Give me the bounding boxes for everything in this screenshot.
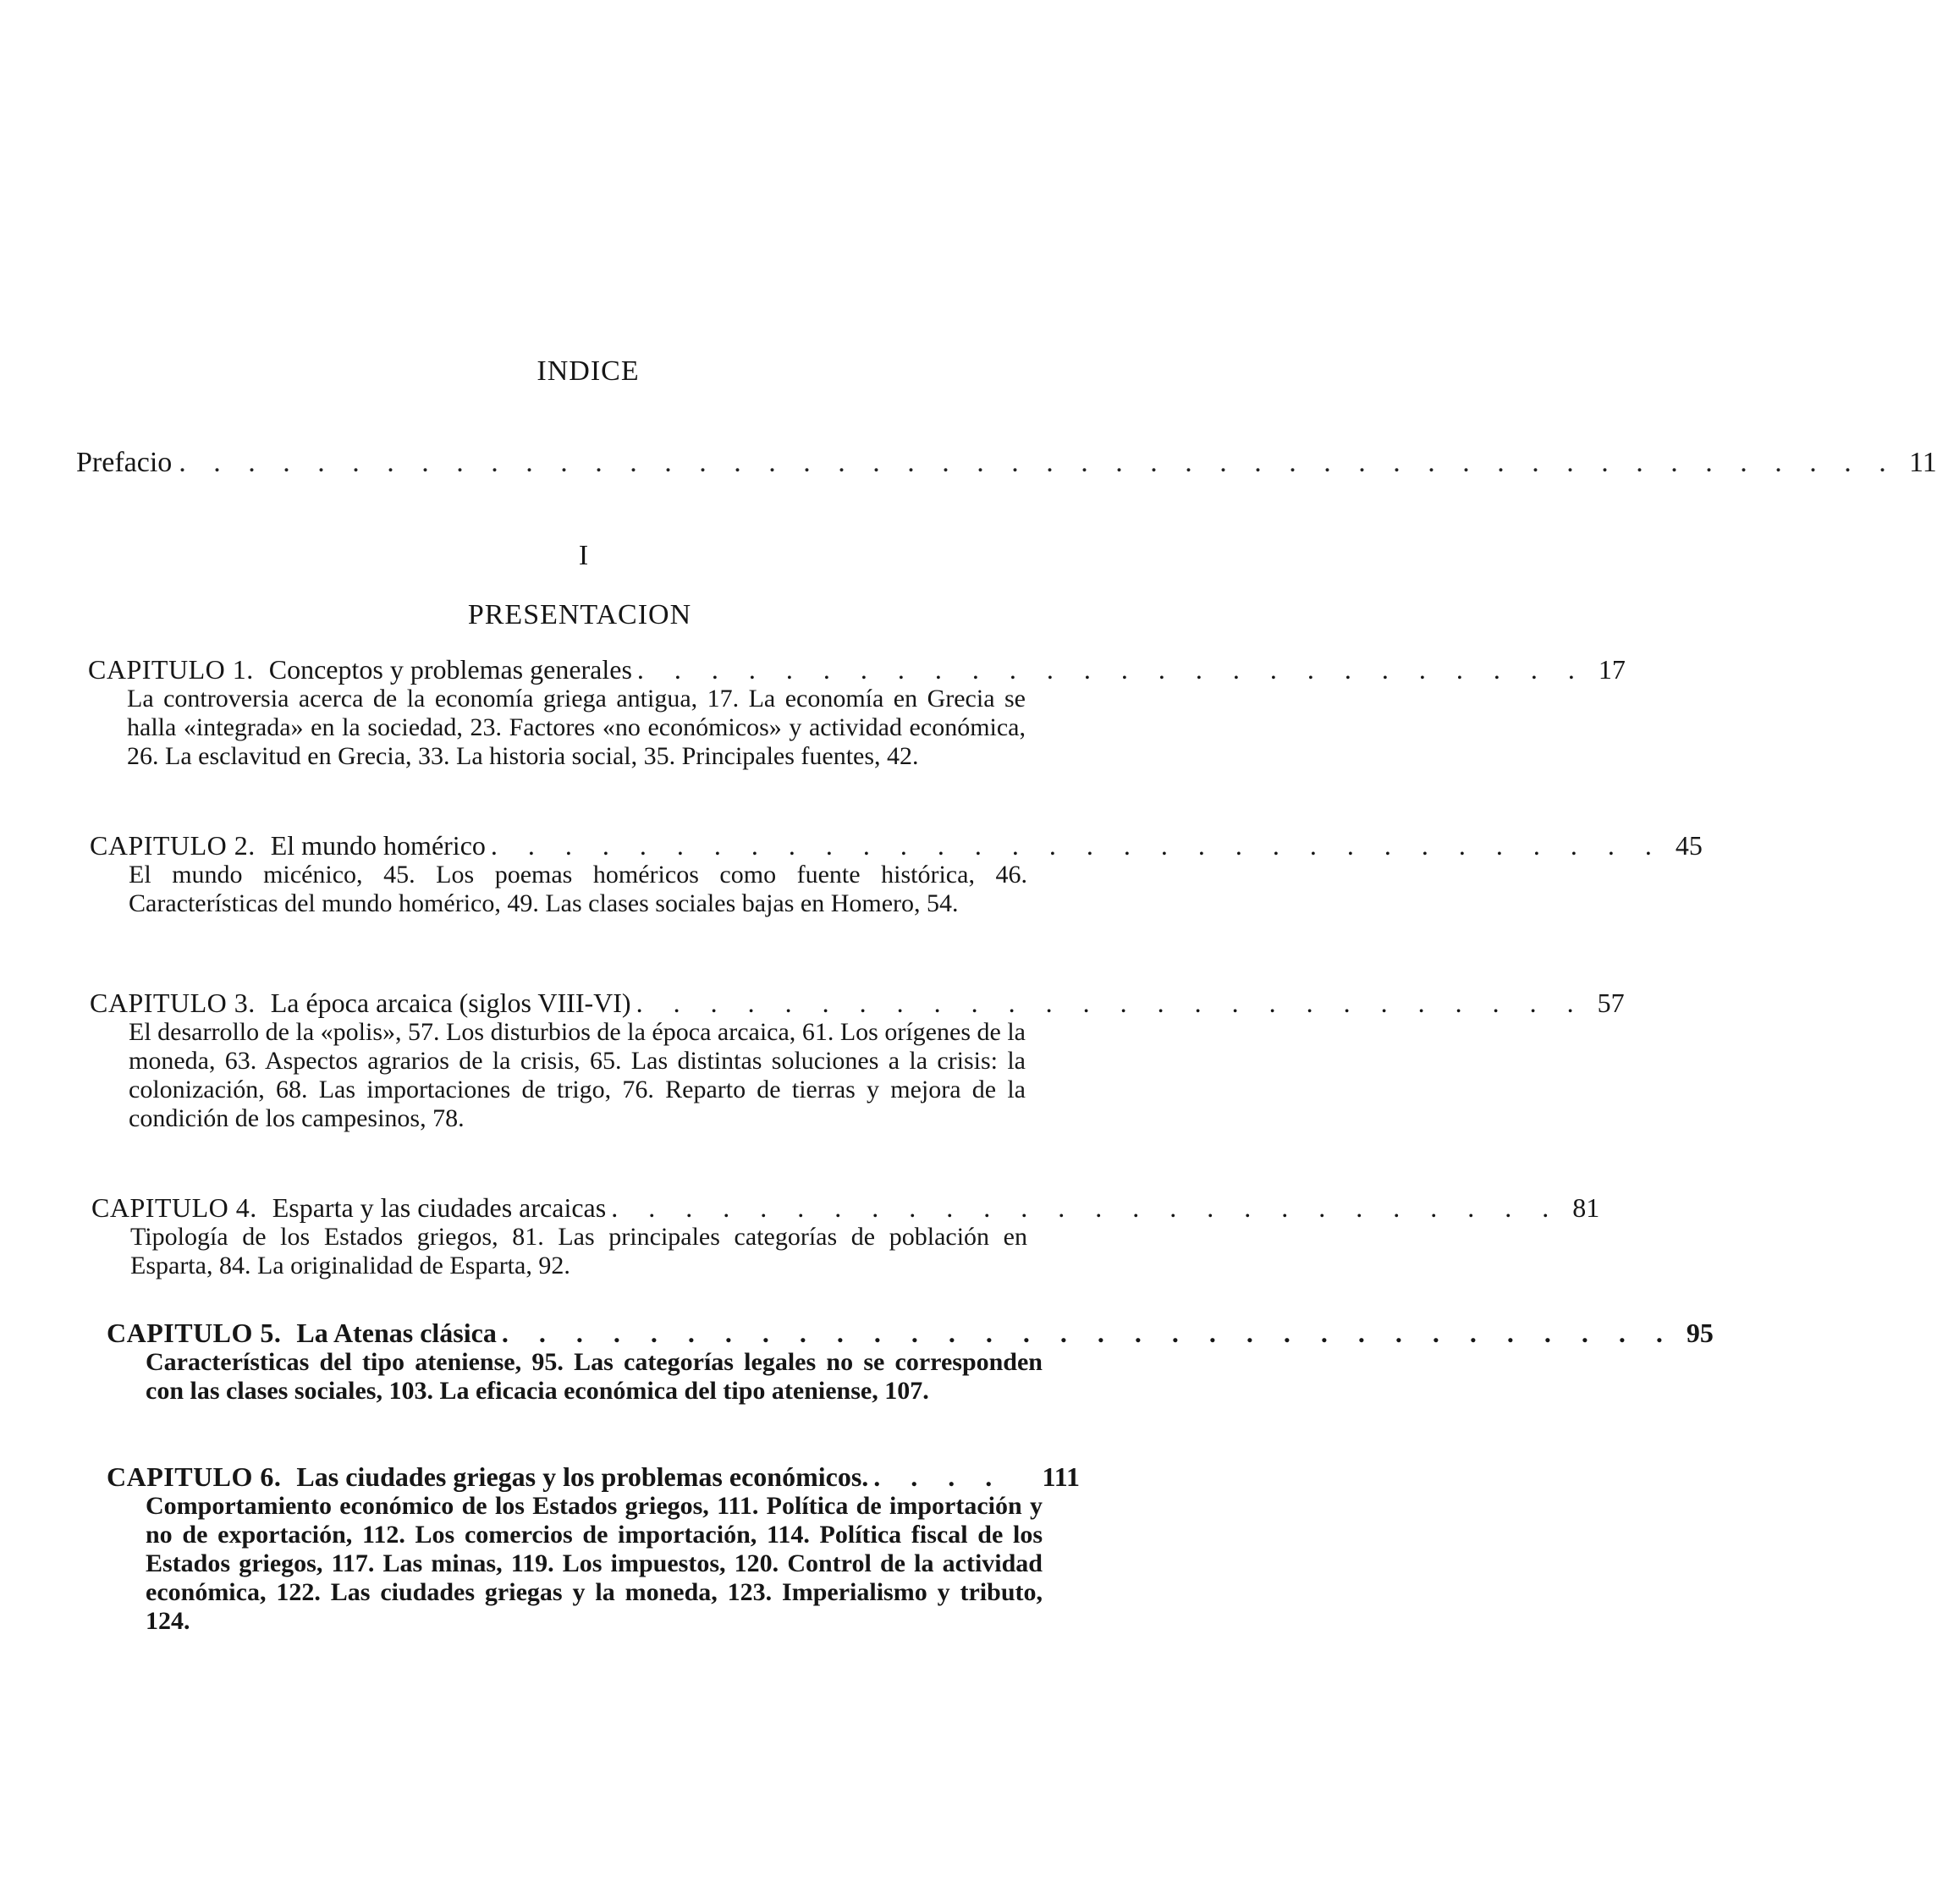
chapter-page: 45 xyxy=(1675,830,1703,861)
chapter-heading xyxy=(88,654,1626,685)
chapter-entry xyxy=(88,654,1626,771)
chapter-summary: El mundo micénico, 45. Los poemas homéricos como fuente histórica, 46. Características del mundo homérico, 49. Las clases sociales bajas en Homero, 54. xyxy=(129,861,1027,917)
chapter-number: CAPITULO 1. xyxy=(88,654,254,685)
chapter-title: La Atenas clásica xyxy=(296,1318,497,1348)
chapter-page: 81 xyxy=(1572,1192,1600,1223)
chapter-number: CAPITULO 4. xyxy=(91,1192,257,1223)
part-title: PRESENTACION xyxy=(467,599,692,630)
chapter-title: Conceptos y problemas generales xyxy=(268,654,632,685)
chapter-summary: Tipología de los Estados griegos, 81. Las principales categorías de población en Esparta, 84. La originalidad de Esparta, 92. xyxy=(130,1223,1027,1279)
preface-entry xyxy=(76,446,1937,480)
preface-label: Prefacio xyxy=(76,447,173,478)
index-title: INDICE xyxy=(537,355,640,387)
chapter-heading xyxy=(90,830,1703,861)
chapter-heading xyxy=(91,1192,1600,1223)
chapter-title: Las ciudades griegas y los problemas económicos. xyxy=(296,1461,869,1492)
chapter-number: CAPITULO 3. xyxy=(90,988,256,1018)
part-numeral: I xyxy=(578,540,590,571)
chapter-entry xyxy=(107,1318,1714,1406)
dot-leader: . . . . . . . . . . . . . . . . . . . . . . . . . . xyxy=(636,988,1586,1018)
chapter-heading xyxy=(90,988,1625,1018)
dot-leader: . . . . . . . . . . . . . . . . . . . . . . . . . . . . . . . . . . . . . . . . . . . . . . . . . . xyxy=(179,447,1896,478)
preface-page: 11 xyxy=(1909,447,1937,478)
chapter-page: 111 xyxy=(1042,1461,1080,1492)
dot-leader: . . . . . . . . . . . . . . . . . . . . . . . . . . xyxy=(611,1192,1561,1223)
chapter-entry xyxy=(90,830,1703,918)
chapter-number: CAPITULO 2. xyxy=(90,830,256,861)
chapter-summary: Características del tipo ateniense, 95. Las categorías legales no se corresponden con las clases sociales, 103. La eficacia económica del tipo ateniense, 107. xyxy=(146,1348,1043,1405)
dot-leader: . . . . . . . . . . . . . . . . . . . . . . . . . . . . . . . . xyxy=(501,1318,1675,1348)
chapter-number: CAPITULO 6. xyxy=(107,1461,282,1492)
chapter-number: CAPITULO 5. xyxy=(107,1318,282,1348)
chapter-title: La época arcaica (siglos VIII-VI) xyxy=(270,988,631,1018)
dot-leader: . . . . xyxy=(873,1461,1004,1492)
chapter-entry xyxy=(107,1461,1080,1636)
chapter-heading xyxy=(107,1318,1714,1348)
chapter-summary: Comportamiento económico de los Estados griegos, 111. Política de importación y no de exportación, 112. Los comercios de importación, 114. Política fiscal de los Estados griegos, 117. Las minas, 119. Los impuestos, 120. Control de la actividad económica, 122. Las ciudades griegas y la moneda, 123. Imperialismo y tributo, 124. xyxy=(146,1492,1043,1635)
chapter-page: 57 xyxy=(1597,988,1625,1018)
chapter-summary: La controversia acerca de la economía griega antigua, 17. La economía en Grecia se halla «integrada» en la sociedad, 23. Factores «no económicos» y actividad económica, 26. La esclavitud en Grecia, 33. La historia social, 35. Principales fuentes, 42. xyxy=(127,685,1026,770)
chapter-entry xyxy=(91,1192,1600,1280)
chapter-entry xyxy=(90,988,1625,1133)
chapter-summary: El desarrollo de la «polis», 57. Los disturbios de la época arcaica, 61. Los orígenes de la moneda, 63. Aspectos agrarios de la crisis, 65. Las distintas soluciones a la crisis: la colonización, 68. Las importaciones de trigo, 76. Reparto de tierras y mejora de la condición de los campesinos, 78. xyxy=(129,1018,1026,1132)
chapter-page: 95 xyxy=(1686,1318,1714,1348)
chapter-heading xyxy=(107,1461,1080,1492)
dot-leader: . . . . . . . . . . . . . . . . . . . . . . . . . . . . . . . . xyxy=(490,830,1664,861)
chapter-title: El mundo homérico xyxy=(270,830,486,861)
dot-leader: . . . . . . . . . . . . . . . . . . . . . . . . . . xyxy=(636,654,1587,685)
chapter-title: Esparta y las ciudades arcaicas xyxy=(272,1192,607,1223)
chapter-page: 17 xyxy=(1598,654,1626,685)
